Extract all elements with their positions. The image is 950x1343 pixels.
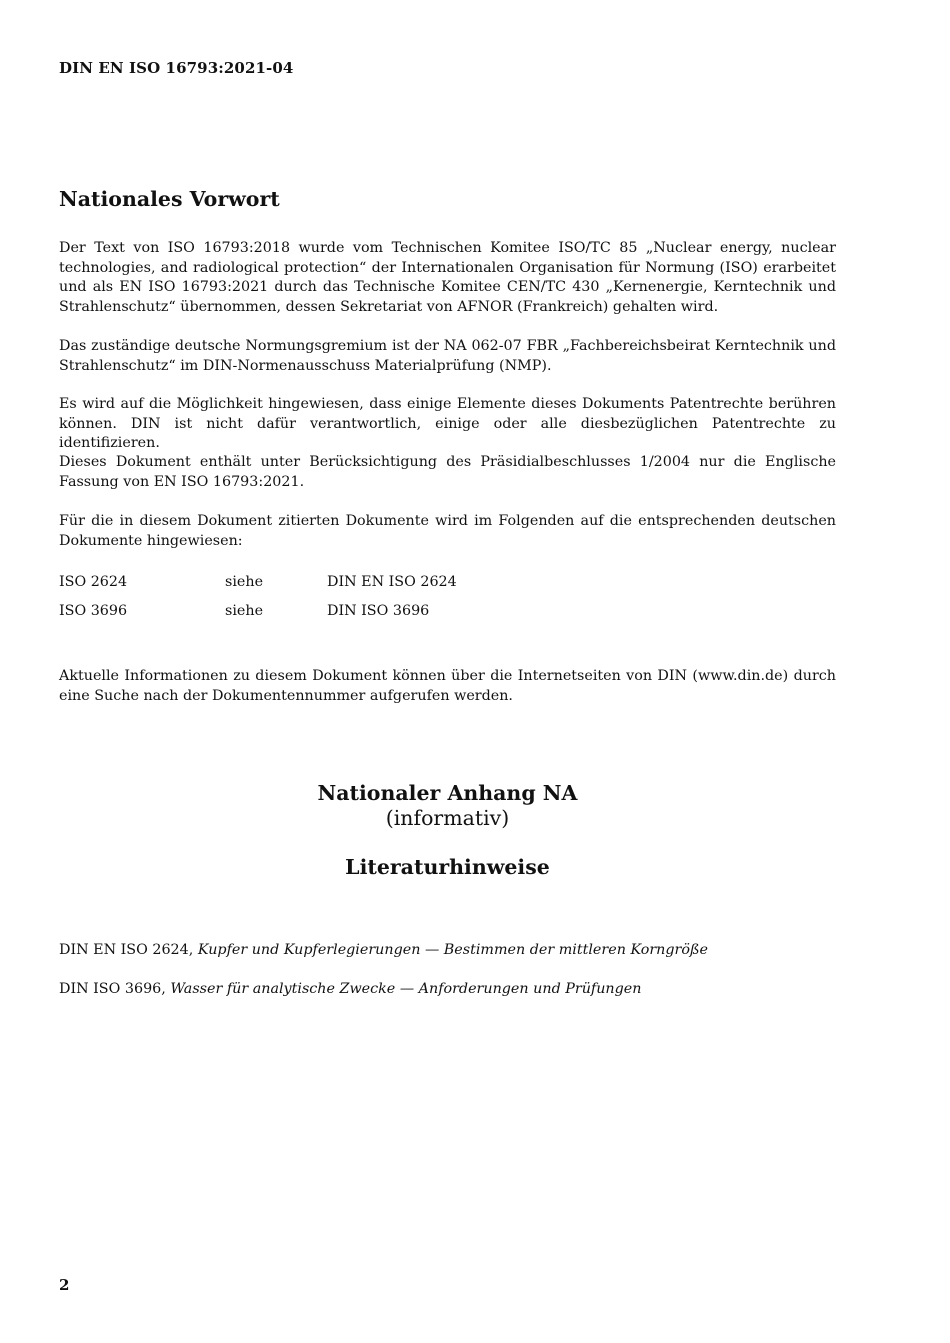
reference-row <box>59 603 659 632</box>
bibliography-title: Kupfer und Kupferlegierungen — Bestimmen der mittleren Korngröße <box>197 942 708 958</box>
page-number: 2 <box>59 1276 70 1294</box>
document-header-id: DIN EN ISO 16793:2021-04 <box>59 59 294 77</box>
annex-heading: Nationaler Anhang NA <box>317 781 578 805</box>
reference-din: DIN ISO 3696 <box>327 603 430 619</box>
bibliography-heading: Literaturhinweise <box>345 855 550 879</box>
reference-table <box>59 574 659 632</box>
bibliography-entry <box>59 941 859 961</box>
reference-iso: ISO 3696 <box>59 603 128 619</box>
bibliography-entry <box>59 980 859 1000</box>
reference-relation: siehe <box>225 603 264 619</box>
foreword-paragraph: Das zuständige deutsche Normungsgremium ist der NA 062-07 FBR „Fachbereichsbeirat Kerntechnik und Strahlenschutz“ im DIN-Normenausschuss Materialprüfung (NMP). <box>59 338 836 374</box>
annex-subheading: (informativ) <box>385 806 510 830</box>
foreword-paragraph: Für die in diesem Dokument zitierten Dokumente wird im Folgenden auf die entsprechenden deutschen Dokumente hingewiesen: <box>59 513 836 549</box>
foreword-paragraph: Dieses Dokument enthält unter Berücksichtigung des Präsidialbeschlusses 1/2004 nur die Englische Fassung von EN ISO 16793:2021. <box>59 454 836 490</box>
bibliography-ref: DIN ISO 3696, <box>59 981 171 997</box>
bibliography-ref: DIN EN ISO 2624, <box>59 942 198 958</box>
reference-din: DIN EN ISO 2624 <box>327 574 457 590</box>
reference-iso: ISO 2624 <box>59 574 128 590</box>
foreword-heading: Nationales Vorwort <box>59 187 280 211</box>
reference-row <box>59 574 659 603</box>
reference-relation: siehe <box>225 574 264 590</box>
foreword-closing-paragraph: Aktuelle Informationen zu diesem Dokument können über die Internetseiten von DIN (www.din.de) durch eine Suche nach der Dokumentennummer aufgerufen werden. <box>59 668 836 704</box>
foreword-paragraph: Es wird auf die Möglichkeit hingewiesen, dass einige Elemente dieses Dokuments Patentrechte berühren können. DIN ist nicht dafür verantwortlich, einige oder alle diesbezüglichen Patentrechte zu identifizieren. <box>59 396 836 452</box>
foreword-paragraph: Der Text von ISO 16793:2018 wurde vom Technischen Komitee ISO/TC 85 „Nuclear energy, nuclear technologies, and radiological protection“ der Internationalen Organisation für Normung (ISO) erarbeitet und als EN ISO 16793:2021 durch das Technische Komitee CEN/TC 430 „Kernenergie, Kerntechnik und Strahlenschutz“ übernommen, dessen Sekretariat von AFNOR (Frankreich) gehalten wird. <box>59 240 836 315</box>
bibliography-title: Wasser für analytische Zwecke — Anforderungen und Prüfungen <box>170 981 642 997</box>
